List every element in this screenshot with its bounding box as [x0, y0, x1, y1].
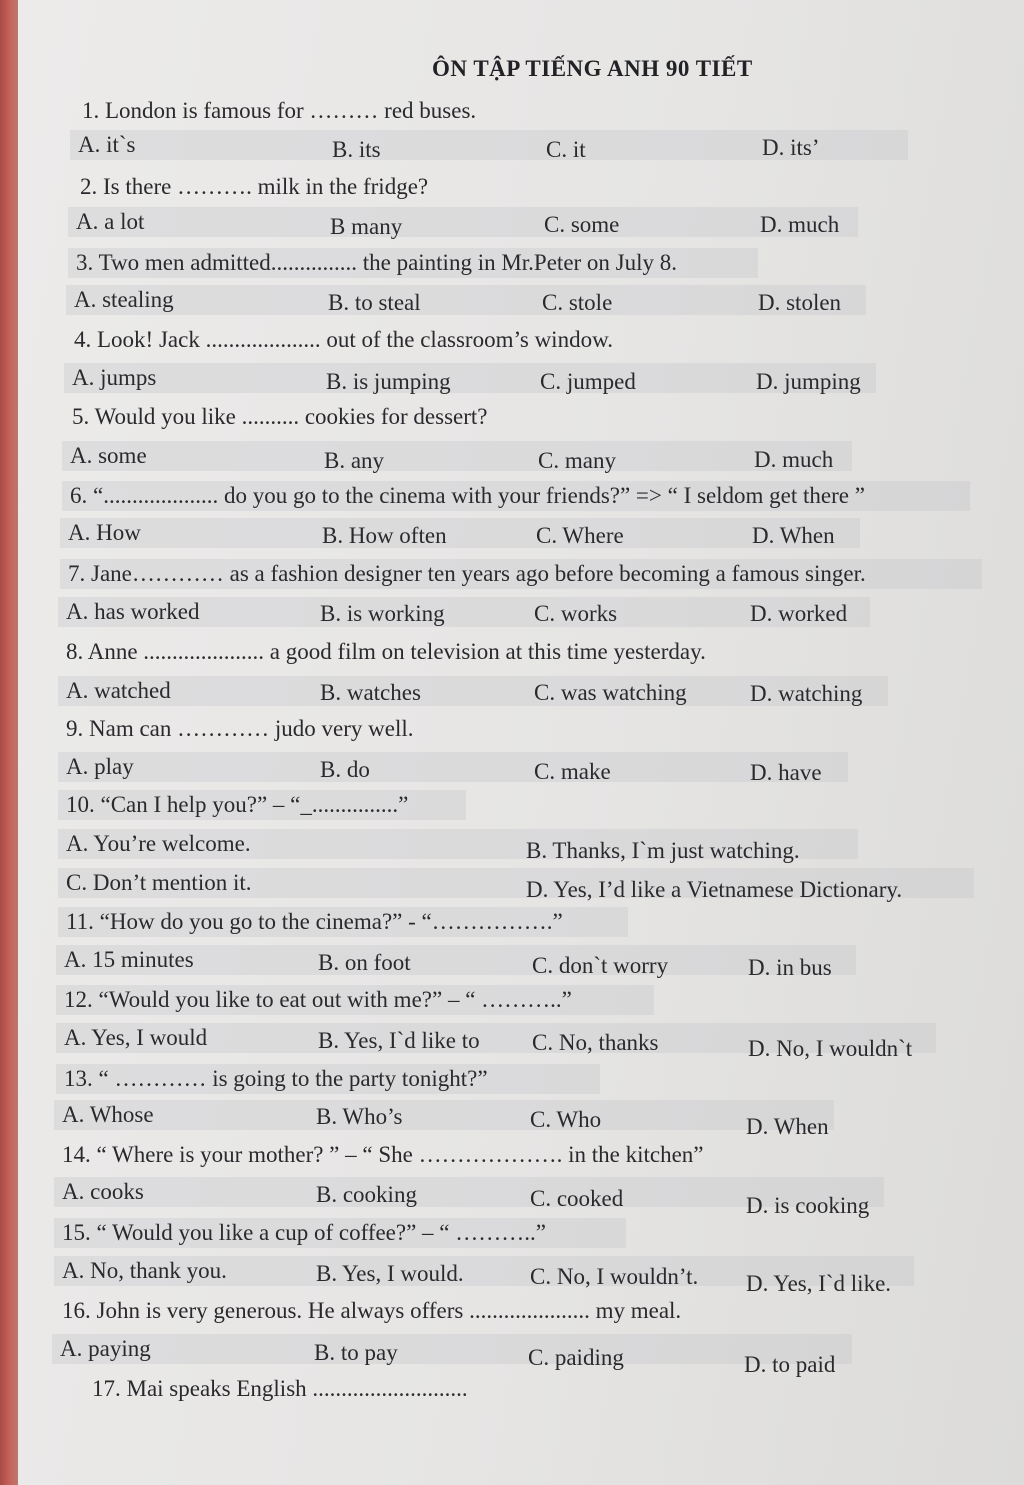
option-c: C. Where	[536, 523, 624, 548]
option-d: D. When	[752, 523, 835, 548]
option-b: B many	[330, 214, 403, 239]
option-a: A. paying	[60, 1336, 151, 1361]
option-a: A. Yes, I would	[64, 1025, 208, 1050]
option-c: C. stole	[542, 290, 613, 315]
option-a: A. jumps	[72, 365, 157, 390]
options-row-4	[64, 363, 876, 393]
option-b: B. Who’s	[316, 1104, 403, 1129]
option-c: C. No, thanks	[532, 1030, 659, 1055]
question-4: 4. Look! Jack .................... out of the classroom’s window.	[74, 327, 613, 352]
options-row-6	[60, 518, 860, 548]
options-row-14	[54, 1177, 884, 1218]
option-c: C. it	[546, 137, 586, 162]
question-16: 16. John is very generous. He always offers ..................... my meal.	[62, 1298, 682, 1323]
option-a: A. a lot	[76, 209, 145, 234]
option-c: C. cooked	[530, 1186, 624, 1211]
question-8: 8. Anne ..................... a good film on television at this time yesterday.	[66, 639, 706, 664]
options-row-2	[68, 207, 858, 237]
option-a: A. Whose	[62, 1102, 154, 1127]
options-row-11	[56, 945, 856, 980]
options-row-5	[62, 441, 852, 471]
question-10: 10. “Can I help you?” – “_...............”	[58, 790, 466, 820]
option-d: D. Yes, I’d like a Vietnamese Dictionary.	[526, 877, 903, 902]
question-15: 15. “ Would you like a cup of coffee?” – “ ………..”	[54, 1218, 626, 1248]
option-a: A. No, thank you.	[62, 1258, 227, 1283]
option-d: D. its’	[762, 135, 820, 160]
question-1: 1. London is famous for ……… red buses.	[82, 98, 477, 123]
option-b: B. do	[320, 757, 370, 782]
option-b: B. How often	[322, 523, 447, 548]
option-b: B. Yes, I`d like to	[318, 1028, 480, 1053]
option-b: B. is working	[320, 601, 445, 626]
option-a: A. How	[68, 520, 141, 545]
option-d: D. stolen	[758, 290, 842, 315]
question-2: 2. Is there ………. milk in the fridge?	[80, 174, 429, 199]
option-b: B. its	[332, 137, 381, 162]
option-d: D. much	[760, 212, 840, 237]
option-d: D. have	[750, 760, 822, 785]
option-a: A. it`s	[78, 132, 136, 157]
option-b: B. any	[324, 448, 385, 473]
option-d: D. much	[754, 447, 834, 472]
option-c: C. many	[538, 448, 616, 473]
option-c: C. jumped	[540, 369, 636, 394]
option-d: D. When	[746, 1114, 829, 1139]
option-a: A. play	[66, 754, 134, 779]
options-row-7	[58, 597, 870, 627]
options-row-16	[52, 1334, 852, 1377]
option-d: D. to paid	[744, 1352, 836, 1377]
option-d: D. Yes, I`d like.	[746, 1271, 892, 1296]
question-3: 3. Two men admitted............... the painting in Mr.Peter on July 8.	[68, 248, 758, 278]
question-9: 9. Nam can ………… judo very well.	[66, 716, 414, 741]
option-c: C. was watching	[534, 680, 687, 705]
options-row-1	[70, 130, 908, 160]
option-b: B. to pay	[314, 1340, 398, 1365]
option-c: C. works	[534, 601, 618, 626]
question-12: 12. “Would you like to eat out with me?” – “ ………..”	[56, 985, 654, 1015]
question-13: 13. “ ………… is going to the party tonight?”	[56, 1064, 600, 1094]
option-d: D. No, I wouldn`t	[748, 1036, 913, 1061]
option-a: A. has worked	[66, 599, 200, 624]
option-a: A. stealing	[74, 287, 174, 312]
option-b: B. on foot	[318, 950, 411, 975]
option-c: C. make	[534, 759, 611, 784]
book-binding-edge	[0, 0, 18, 1485]
question-7: 7. Jane………… as a fashion designer ten years ago before becoming a famous singer.	[60, 559, 982, 589]
option-a: A. cooks	[62, 1179, 144, 1204]
option-c: C. some	[544, 212, 620, 237]
option-b: B. watches	[320, 680, 421, 705]
option-d: D. jumping	[756, 369, 861, 394]
question-5: 5. Would you like .......... cookies for dessert?	[72, 404, 488, 429]
option-d: D. watching	[750, 681, 863, 706]
options-row-9	[58, 752, 848, 785]
options-row-8	[58, 676, 888, 706]
options-row-3	[66, 285, 866, 315]
option-c: C. Don’t mention it.	[66, 870, 252, 895]
option-b: B. is jumping	[326, 369, 451, 394]
option-b: B. Yes, I would.	[316, 1261, 464, 1286]
question-14: 14. “ Where is your mother? ” – “ She ………………. in the kitchen”	[62, 1142, 704, 1167]
option-c: C. don`t worry	[532, 953, 669, 978]
option-c: C. paiding	[528, 1345, 624, 1370]
option-d: D. worked	[750, 601, 848, 626]
option-b: B. to steal	[328, 290, 421, 315]
options-row-12	[56, 1023, 936, 1061]
worksheet-title: ÔN TẬP TIẾNG ANH 90 TIẾT	[432, 56, 753, 81]
option-b: B. Thanks, I`m just watching.	[526, 838, 800, 863]
option-b: B. cooking	[316, 1182, 417, 1207]
options-row-10b	[58, 868, 974, 902]
option-a: A. watched	[66, 678, 171, 703]
options-row-13	[54, 1100, 834, 1139]
option-c: C. Who	[530, 1107, 602, 1132]
question-6: 6. “.................... do you go to the cinema with your friends?” => “ I seldom get there ”	[62, 481, 970, 511]
option-d: D. in bus	[748, 955, 832, 980]
question-17: 17. Mai speaks English ...........................	[92, 1376, 468, 1401]
options-row-15	[54, 1256, 914, 1296]
option-c: C. No, I wouldn’t.	[530, 1264, 699, 1289]
question-11: 11. “How do you go to the cinema?” - “…………….”	[58, 907, 628, 937]
options-row-10a	[58, 829, 858, 863]
option-a: A. some	[70, 443, 147, 468]
option-a: A. You’re welcome.	[66, 831, 251, 856]
option-d: D. is cooking	[746, 1193, 870, 1218]
option-a: A. 15 minutes	[64, 947, 194, 972]
